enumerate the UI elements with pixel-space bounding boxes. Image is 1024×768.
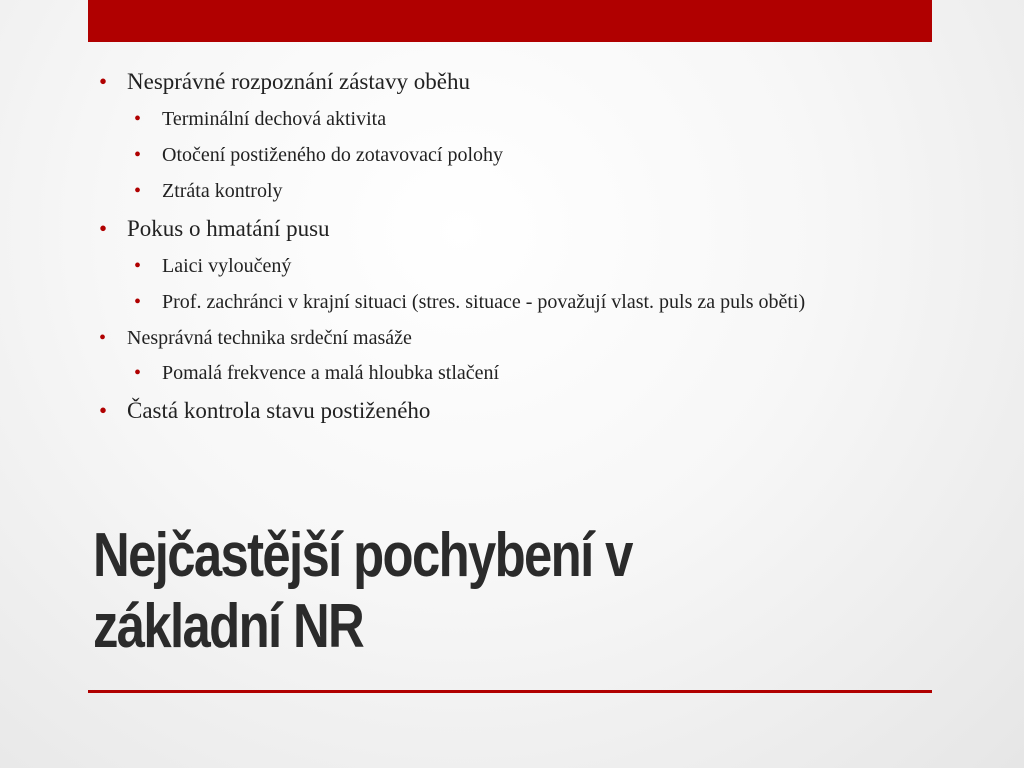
slide-title: [93, 520, 782, 662]
slide-content: [94, 68, 932, 435]
bullet-item: • Nesprávné rozpoznání zástavy oběhu: [94, 68, 932, 97]
sub-bullet-item: • Terminální dechová aktivita: [94, 107, 932, 132]
top-accent-band: [88, 0, 932, 42]
bullet-list: [94, 68, 932, 425]
slide-title-line-1: Nejčastější pochybení v: [93, 521, 632, 590]
sub-bullet-item: • Ztráta kontroly: [94, 179, 932, 204]
slide-title-line-2: základní NR: [93, 592, 364, 661]
sub-bullet-item: • Pomalá frekvence a malá hloubka stlačení: [94, 361, 932, 386]
sub-bullet-item: • Prof. zachránci v krajní situaci (stres. situace - považují vlast. puls za puls oběti): [94, 290, 932, 315]
sub-bullet-item: • Laici vyloučený: [94, 254, 932, 279]
bullet-item: • Nesprávná technika srdeční masáže: [94, 326, 932, 351]
sub-bullet-item: • Otočení postiženého do zotavovací polohy: [94, 143, 932, 168]
bullet-item: • Častá kontrola stavu postiženého: [94, 397, 932, 426]
title-underline-rule: [88, 690, 932, 693]
bullet-item: • Pokus o hmatání pusu: [94, 215, 932, 244]
